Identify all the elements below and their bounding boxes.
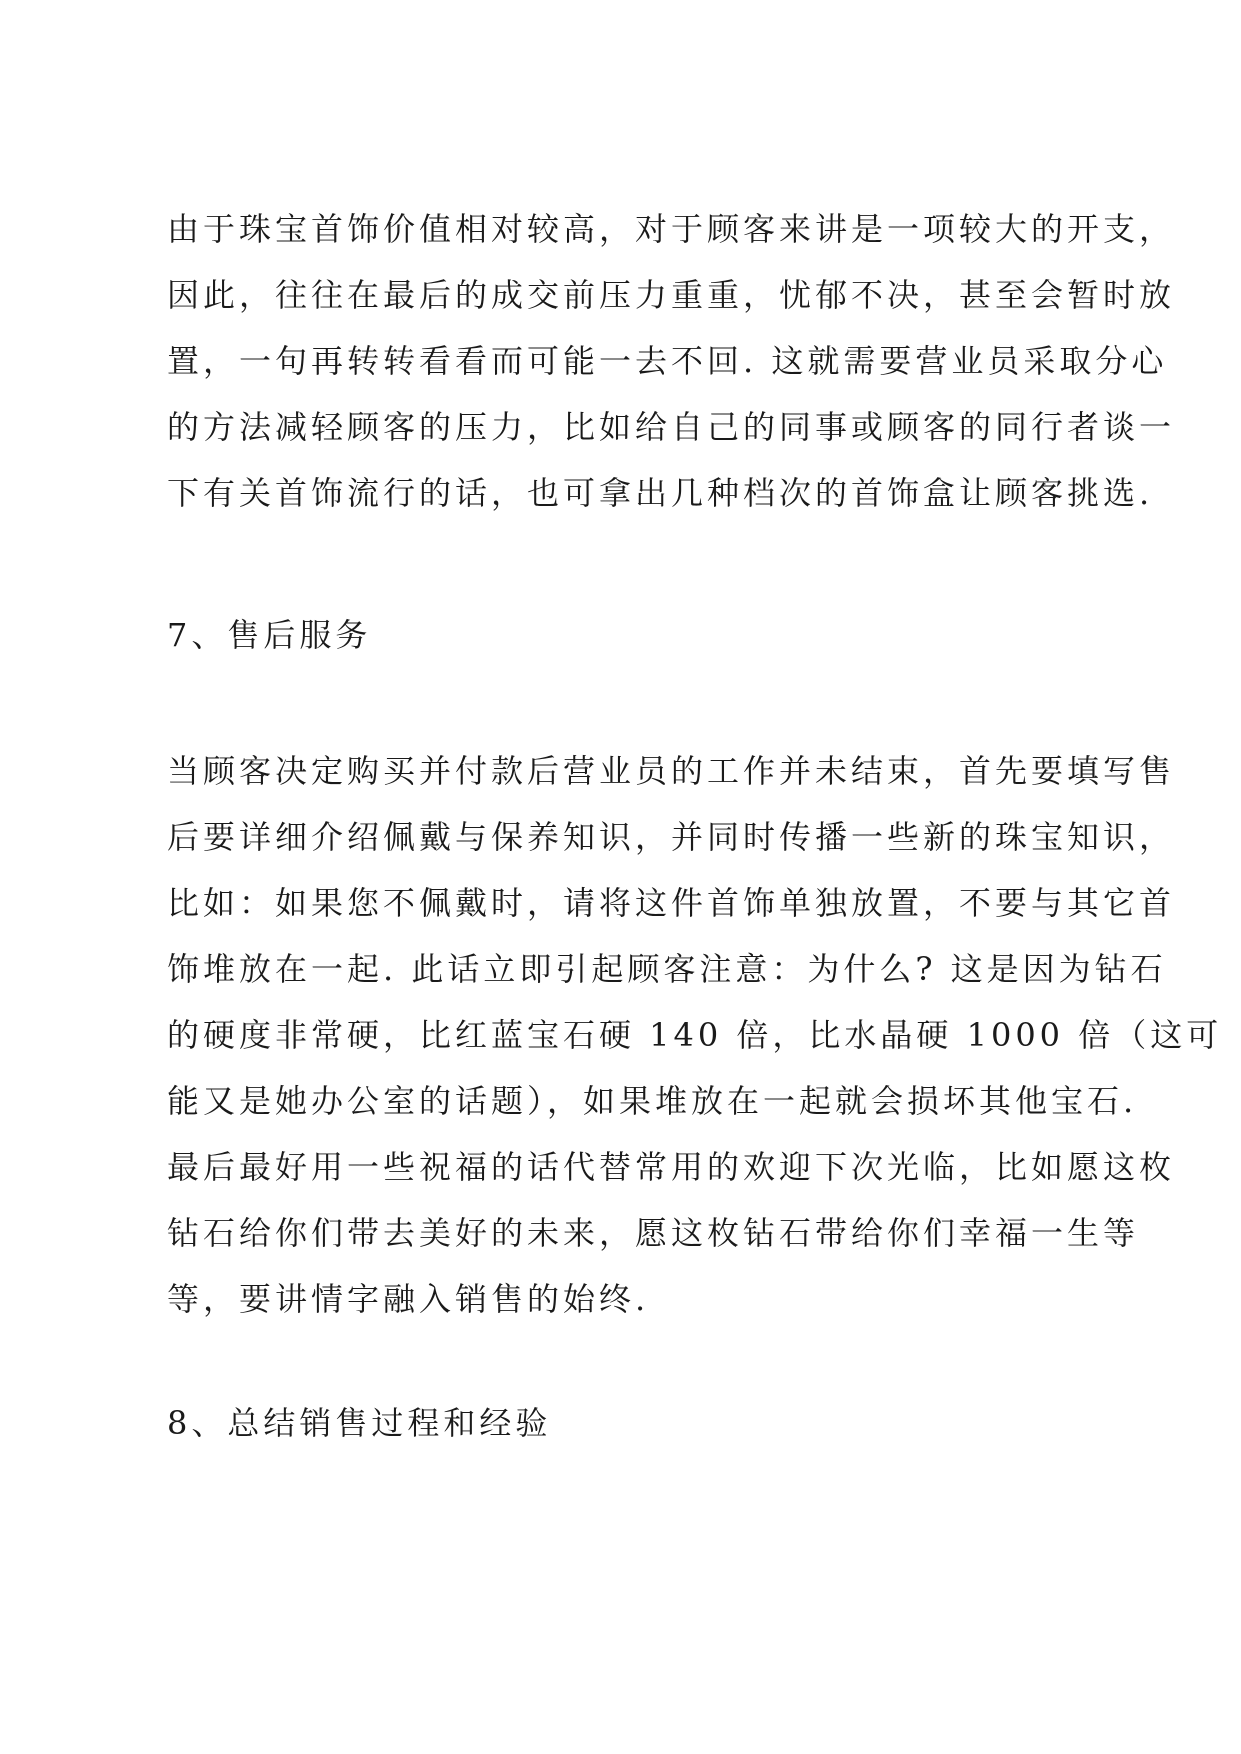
- paragraph-line: 钻石给你们带去美好的未来，愿这枚钻石带给你们幸福一生等: [167, 1214, 1140, 1252]
- paragraph-line: 比如：如果您不佩戴时，请将这件首饰单独放置，不要与其它首: [167, 884, 1176, 922]
- section-heading-summary: 8、总结销售过程和经验: [167, 1404, 552, 1442]
- paragraph-line: 当顾客决定购买并付款后营业员的工作并未结束，首先要填写售: [167, 752, 1176, 790]
- paragraph-line: 等，要讲情字融入销售的始终.: [167, 1280, 650, 1318]
- paragraph-line: 能又是她办公室的话题），如果堆放在一起就会损坏其他宝石.: [167, 1082, 1138, 1120]
- paragraph-price-pressure: [167, 196, 1176, 526]
- paragraph-line: 下有关首饰流行的话，也可拿出几种档次的首饰盒让顾客挑选.: [167, 474, 1154, 512]
- paragraph-line: 饰堆放在一起. 此话立即引起顾客注意：为什么? 这是因为钻石: [167, 950, 1167, 988]
- paragraph-line: 因此，往往在最后的成交前压力重重，忧郁不决，甚至会暂时放: [167, 276, 1176, 314]
- paragraph-line: 的硬度非常硬，比红蓝宝石硬 140 倍，比水晶硬 1000 倍（这可: [167, 1016, 1223, 1054]
- paragraph-line: 后要详细介绍佩戴与保养知识，并同时传播一些新的珠宝知识，: [167, 818, 1176, 856]
- paragraph-line: 的方法减轻顾客的压力，比如给自己的同事或顾客的同行者谈一: [167, 408, 1176, 446]
- paragraph-after-sales: [167, 738, 1223, 1332]
- paragraph-line: 置，一句再转转看看而可能一去不回. 这就需要营业员采取分心: [167, 342, 1168, 380]
- paragraph-line: 最后最好用一些祝福的话代替常用的欢迎下次光临，比如愿这枚: [167, 1148, 1176, 1186]
- paragraph-line: 由于珠宝首饰价值相对较高，对于顾客来讲是一项较大的开支，: [167, 210, 1176, 248]
- section-heading-after-sales: 7、售后服务: [167, 616, 372, 654]
